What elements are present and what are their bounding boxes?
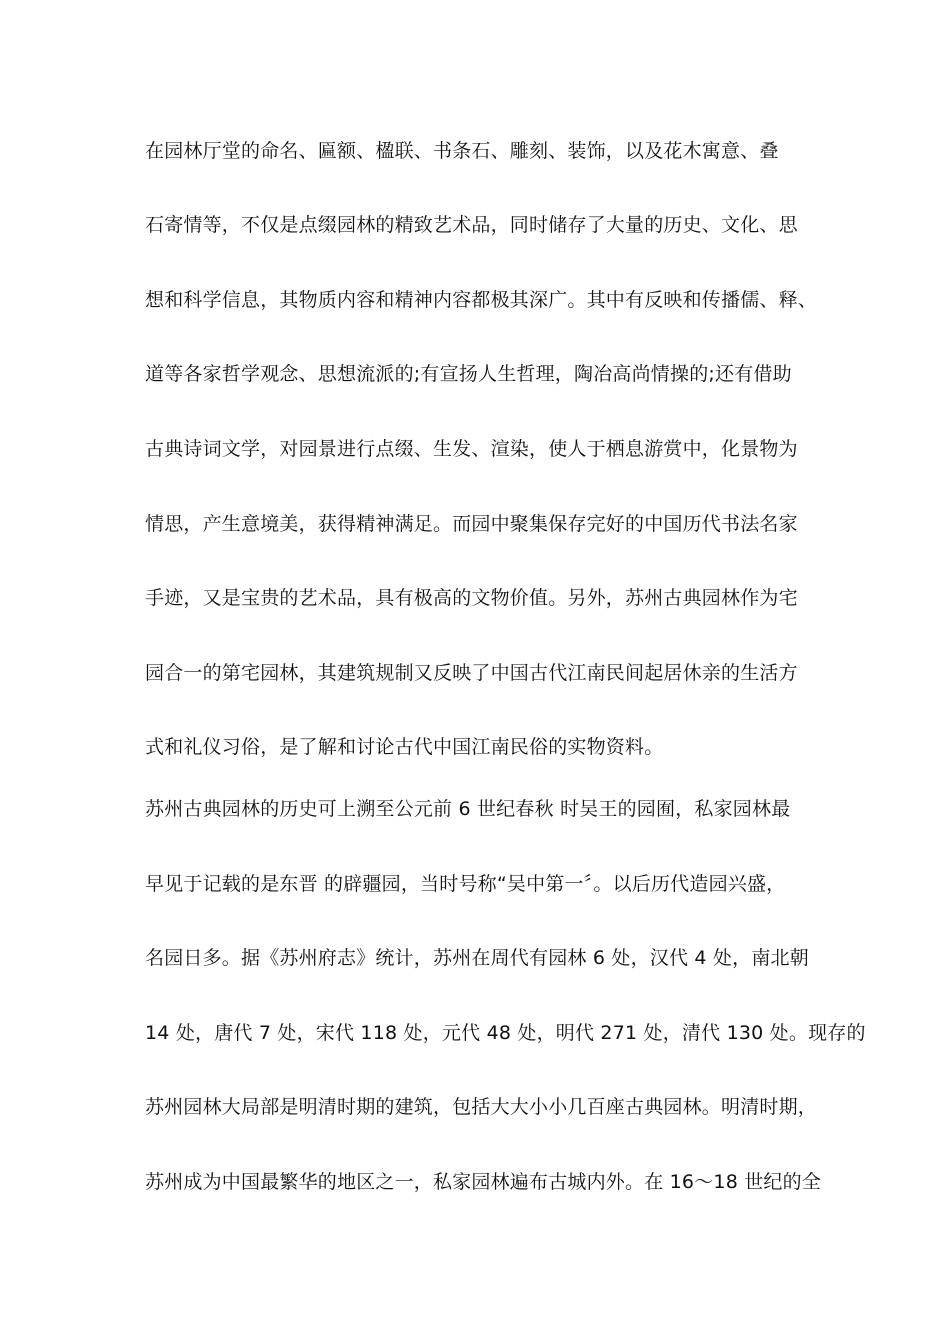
paragraph-1-line-2: 石寄情等，不仅是点缀园林的精致艺术品，同时储存了大量的历史、文化、思 (145, 214, 798, 236)
paragraph-2-line-3: 名园日多。据《苏州府志》统计，苏州在周代有园林 6 处，汉代 4 处，南北朝 (145, 947, 809, 969)
paragraph-2-line-1: 苏州古典园林的历史可上溯至公元前 6 世纪春秋 时吴王的园囿，私家园林最 (145, 798, 791, 820)
paragraph-1-line-6: 情思，产生意境美，获得精神满足。而园中聚集保存完好的中国历代书法名家 (145, 513, 798, 535)
paragraph-1-line-1: 在园林厅堂的命名、匾额、楹联、书条石、雕刻、装饰，以及花木寓意、叠 (145, 140, 779, 162)
paragraph-1-line-4: 道等各家哲学观念、思想流派的;有宣扬人生哲理，陶冶高尚情操的;还有借助 (145, 363, 792, 385)
paragraph-2-line-6: 苏州成为中国最繁华的地区之一，私家园林遍布古城内外。在 16～18 世纪的全 (145, 1171, 822, 1193)
paragraph-1-line-9: 式和礼仪习俗，是了解和讨论古代中国江南民俗的实物资料。 (145, 736, 664, 758)
paragraph-1-line-5: 古典诗词文学，对园景进行点缀、生发、渲染，使人于栖息游赏中，化景物为 (145, 438, 798, 460)
paragraph-1-line-3: 想和科学信息，其物质内容和精神内容都极其深广。其中有反映和传播儒、释、 (145, 289, 818, 311)
paragraph-2-line-4: 14 处，唐代 7 处，宋代 118 处，元代 48 处，明代 271 处，清代 130 处。现存的 (145, 1022, 866, 1044)
paragraph-1-line-8: 园合一的第宅园林，其建筑规制又反映了中国古代江南民间起居休亲的生活方 (145, 662, 798, 684)
paragraph-2-line-2: 早见于记载的是东晋 的辟疆园，当时号称“吴中第一〞。以后历代造园兴盛， (145, 873, 786, 895)
paragraph-2-line-5: 苏州园林大局部是明清时期的建筑，包括大大小小几百座古典园林。明清时期， (145, 1096, 818, 1118)
paragraph-1-line-7: 手迹，又是宝贵的艺术品，具有极高的文物价值。另外，苏州古典园林作为宅 (145, 587, 798, 609)
